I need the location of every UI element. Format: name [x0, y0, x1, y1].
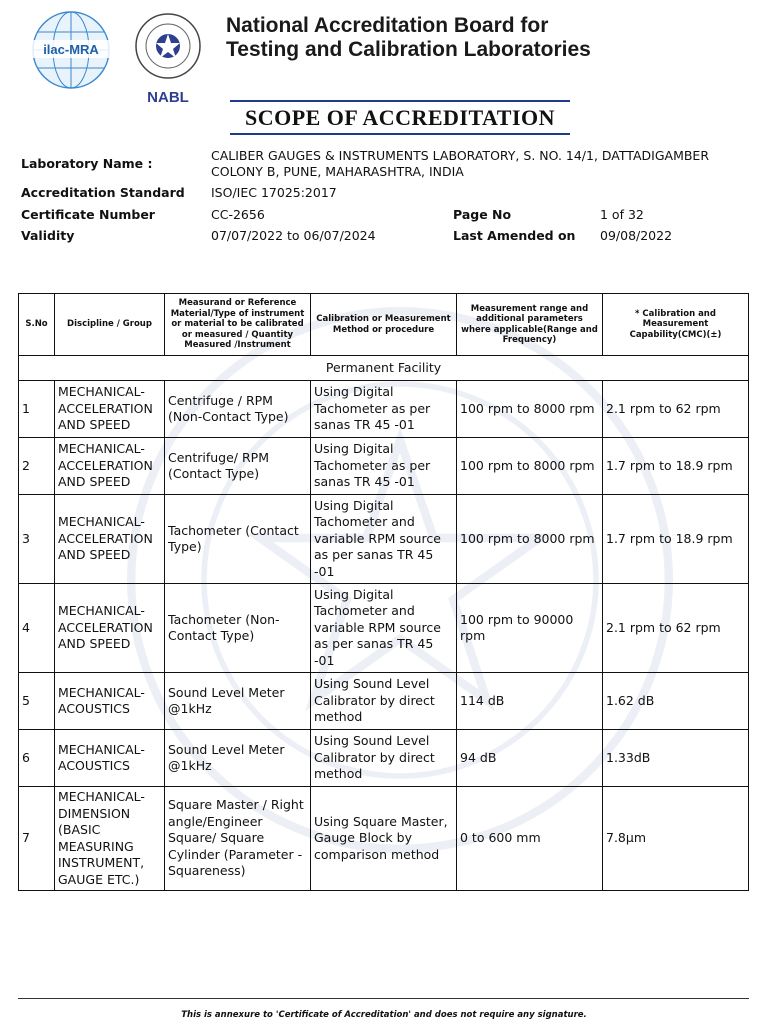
header-measurand: Measurand or Reference Material/Type of instrument or material to be calibrated or measured / Quantity Measured /Instrument: [165, 294, 311, 356]
cell-method: Using Sound Level Calibrator by direct method: [311, 673, 457, 730]
cell-measurand: Sound Level Meter @1kHz: [165, 730, 311, 787]
cell-measurand: Centrifuge / RPM (Non-Contact Type): [165, 381, 311, 438]
lab-name-label: Laboratory Name :: [21, 156, 153, 171]
ilac-logo-text: ilac-MRA: [43, 42, 99, 57]
cell-method: Using Square Master, Gauge Block by comparison method: [311, 787, 457, 891]
validity-label: Validity: [21, 228, 75, 243]
validity-value: 07/07/2022 to 06/07/2024: [211, 228, 376, 243]
header-range: Measurement range and additional parameters where applicable(Range and Frequency): [457, 294, 603, 356]
cell-method: Using Digital Tachometer as per sanas TR 45 -01: [311, 438, 457, 495]
page-no-label: Page No: [453, 207, 512, 222]
cell-range: 100 rpm to 90000 rpm: [457, 584, 603, 673]
cell-method: Using Digital Tachometer and variable RPM source as per sanas TR 45 -01: [311, 495, 457, 584]
cell-method: Using Sound Level Calibrator by direct method: [311, 730, 457, 787]
cell-cmc: 1.62 dB: [603, 673, 749, 730]
facility-row: [19, 356, 749, 381]
lab-name-line1: CALIBER GAUGES & INSTRUMENTS LABORATORY, S. NO. 14/1, DATTADIGAMBER: [211, 148, 710, 163]
table-row: [19, 495, 749, 584]
footer-divider: [18, 998, 749, 999]
certificate-label: Certificate Number: [21, 207, 155, 222]
cell-cmc: 2.1 rpm to 62 rpm: [603, 584, 749, 673]
cell-cmc: 7.8µm: [603, 787, 749, 891]
table-row: [19, 673, 749, 730]
nabl-logo-text: NABL: [147, 89, 189, 106]
cell-method: Using Digital Tachometer as per sanas TR 45 -01: [311, 381, 457, 438]
board-title-line1: National Accreditation Board for: [226, 14, 549, 37]
last-amended-value: 09/08/2022: [600, 228, 673, 243]
cell-measurand: Centrifuge/ RPM (Contact Type): [165, 438, 311, 495]
cell-sno: 7: [19, 787, 55, 891]
cell-cmc: 1.7 rpm to 18.9 rpm: [603, 495, 749, 584]
cell-sno: 1: [19, 381, 55, 438]
cell-cmc: 1.7 rpm to 18.9 rpm: [603, 438, 749, 495]
certificate-value: CC-2656: [211, 207, 265, 222]
cell-range: 114 dB: [457, 673, 603, 730]
cell-sno: 3: [19, 495, 55, 584]
cell-range: 0 to 600 mm: [457, 787, 603, 891]
page-no-value: 1 of 32: [600, 207, 644, 222]
scope-title: SCOPE OF ACCREDITATION: [230, 100, 570, 135]
header-sno: S.No: [19, 294, 55, 356]
cell-measurand: Tachometer (Contact Type): [165, 495, 311, 584]
cell-sno: 6: [19, 730, 55, 787]
lab-name-line2: COLONY B, PUNE, MAHARASHTRA, INDIA: [211, 164, 464, 179]
page-header: [28, 10, 748, 105]
cell-discipline: MECHANICAL- ACCELERATION AND SPEED: [55, 584, 165, 673]
cell-discipline: MECHANICAL- ACCELERATION AND SPEED: [55, 495, 165, 584]
board-title: [226, 14, 591, 62]
cell-measurand: Tachometer (Non-Contact Type): [165, 584, 311, 673]
table-row: [19, 584, 749, 673]
cell-sno: 2: [19, 438, 55, 495]
cell-discipline: MECHANICAL- ACCELERATION AND SPEED: [55, 381, 165, 438]
cell-discipline: MECHANICAL- DIMENSION (BASIC MEASURING INSTRUMENT, GAUGE ETC.): [55, 787, 165, 891]
facility-label: Permanent Facility: [19, 356, 749, 381]
cell-cmc: 2.1 rpm to 62 rpm: [603, 381, 749, 438]
cell-range: 100 rpm to 8000 rpm: [457, 381, 603, 438]
table-row: [19, 438, 749, 495]
last-amended-label: Last Amended on: [453, 228, 576, 243]
footer-note: This is annexure to 'Certificate of Accreditation' and does not require any signature.: [181, 1010, 587, 1020]
table-header-row: [19, 294, 749, 356]
cell-range: 94 dB: [457, 730, 603, 787]
cell-measurand: Sound Level Meter @1kHz: [165, 673, 311, 730]
cell-sno: 4: [19, 584, 55, 673]
header-method: Calibration or Measurement Method or procedure: [311, 294, 457, 356]
nabl-logo: [130, 12, 206, 108]
cell-discipline: MECHANICAL- ACOUSTICS: [55, 730, 165, 787]
table-row: [19, 787, 749, 891]
cell-sno: 5: [19, 673, 55, 730]
board-title-line2: Testing and Calibration Laboratories: [226, 38, 591, 61]
standard-label: Accreditation Standard: [21, 185, 185, 200]
cell-range: 100 rpm to 8000 rpm: [457, 438, 603, 495]
standard-value: ISO/IEC 17025:2017: [211, 185, 337, 200]
cell-discipline: MECHANICAL- ACCELERATION AND SPEED: [55, 438, 165, 495]
cell-measurand: Square Master / Right angle/Engineer Square/ Square Cylinder (Parameter - Squareness): [165, 787, 311, 891]
header-discipline: Discipline / Group: [55, 294, 165, 356]
cell-cmc: 1.33dB: [603, 730, 749, 787]
table-row: [19, 730, 749, 787]
scope-table: [18, 293, 749, 891]
cell-method: Using Digital Tachometer and variable RPM source as per sanas TR 45 -01: [311, 584, 457, 673]
ilac-mra-logo: [28, 10, 114, 90]
cell-discipline: MECHANICAL- ACOUSTICS: [55, 673, 165, 730]
cell-range: 100 rpm to 8000 rpm: [457, 495, 603, 584]
header-cmc: * Calibration and Measurement Capability(CMC)(±): [603, 294, 749, 356]
table-row: [19, 381, 749, 438]
